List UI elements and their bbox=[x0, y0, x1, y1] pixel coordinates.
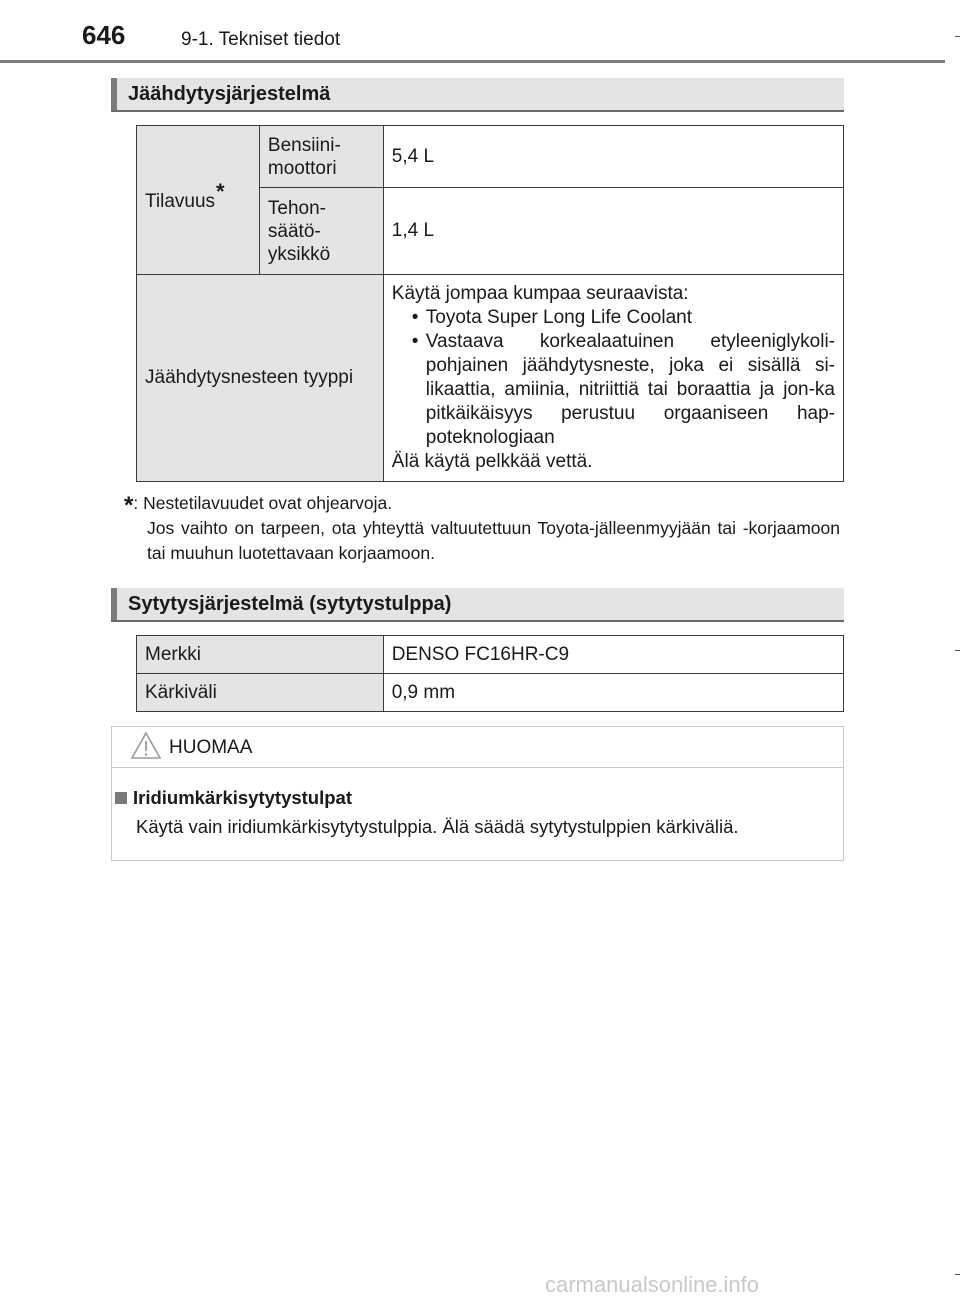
coolant-intro: Käytä jompaa kumpaa seuraavista: bbox=[391, 283, 689, 304]
footnote-line-2: Jos vaihto on tarpeen, ota yhteyttä valtuutettuun Toyota-jälleenmyyjään tai -korjaamoon tai muuhun luotettavaan korjaamoon. bbox=[147, 518, 840, 563]
section-reference: 9-1. Tekniset tiedot bbox=[181, 29, 341, 50]
bullet-icon: • bbox=[411, 331, 419, 352]
cooling-title: Jäähdytysjärjestelmä bbox=[128, 83, 331, 105]
gap-value: 0,9 mm bbox=[383, 674, 843, 712]
pcu-label-cell bbox=[259, 188, 383, 275]
title-accent-bar bbox=[111, 588, 117, 620]
cooling-spec-table bbox=[136, 125, 844, 482]
square-bullet-icon bbox=[115, 792, 127, 804]
coolant-option-2: Vastaava korkealaatuinen etyleeniglykoli-pohjainen jäähdytysneste, joka ei sisällä si-likaattia, amiinia, nitriittiä tai boraattia ja jon-ka pitkäikäisyys perustuu orgaaniseen hap-poteknologiaan bbox=[425, 331, 835, 448]
crop-mark bbox=[955, 36, 960, 37]
petrol-engine-value: 5,4 L bbox=[383, 126, 843, 188]
footnote-mark: * bbox=[124, 492, 134, 519]
notice-subheading: Iridiumkärkisytytystulpat bbox=[133, 787, 352, 808]
gap-label: Kärkiväli bbox=[137, 674, 384, 712]
notice-header bbox=[112, 727, 843, 768]
cooling-section-title bbox=[111, 78, 844, 112]
capacity-footnote bbox=[124, 489, 840, 566]
ignition-section-title bbox=[111, 588, 844, 622]
coolant-type-value bbox=[383, 275, 843, 482]
ignition-spec-table bbox=[136, 635, 844, 712]
capacity-label: Tilavuus bbox=[145, 191, 216, 212]
crop-mark bbox=[955, 650, 960, 651]
notice-subheading-row bbox=[115, 787, 352, 809]
table-row bbox=[137, 275, 844, 482]
notice-box bbox=[111, 726, 844, 861]
coolant-type-label: Jäähdytysnesteen tyyppi bbox=[137, 275, 384, 482]
footnote-line-1: : Nestetilavuudet ovat ohjearvoja. bbox=[133, 493, 393, 513]
capacity-label-cell bbox=[137, 126, 260, 275]
brand-value: DENSO FC16HR-C9 bbox=[383, 636, 843, 674]
watermark: carmanualsonline.info bbox=[545, 1272, 760, 1297]
petrol-engine-label: Bensiini- moottori bbox=[267, 134, 341, 179]
crop-mark bbox=[955, 1274, 960, 1275]
list-item bbox=[392, 306, 835, 330]
page-number: 646 bbox=[82, 20, 126, 50]
notice-heading: HUOMAA bbox=[169, 737, 253, 758]
pcu-value: 1,4 L bbox=[383, 188, 843, 275]
pcu-label: Tehon- säätö- yksikkö bbox=[267, 197, 331, 265]
warning-triangle-icon bbox=[130, 731, 162, 761]
table-row bbox=[137, 126, 844, 188]
coolant-outro: Älä käytä pelkkää vettä. bbox=[391, 451, 593, 472]
coolant-option-1: Toyota Super Long Life Coolant bbox=[425, 307, 692, 328]
brand-label: Merkki bbox=[137, 636, 384, 674]
capacity-footnote-mark: * bbox=[216, 179, 225, 204]
table-row bbox=[137, 636, 844, 674]
header-rule bbox=[0, 60, 945, 63]
ignition-title: Sytytysjärjestelmä (sytytystulppa) bbox=[128, 593, 452, 615]
notice-body: Käytä vain iridiumkärkisytytystulppia. Älä säädä sytytystulppien kärkiväliä. bbox=[136, 816, 739, 837]
title-accent-bar bbox=[111, 78, 117, 110]
list-item bbox=[392, 330, 835, 450]
petrol-engine-label-cell bbox=[259, 126, 383, 188]
table-row bbox=[137, 674, 844, 712]
bullet-icon: • bbox=[411, 307, 419, 328]
